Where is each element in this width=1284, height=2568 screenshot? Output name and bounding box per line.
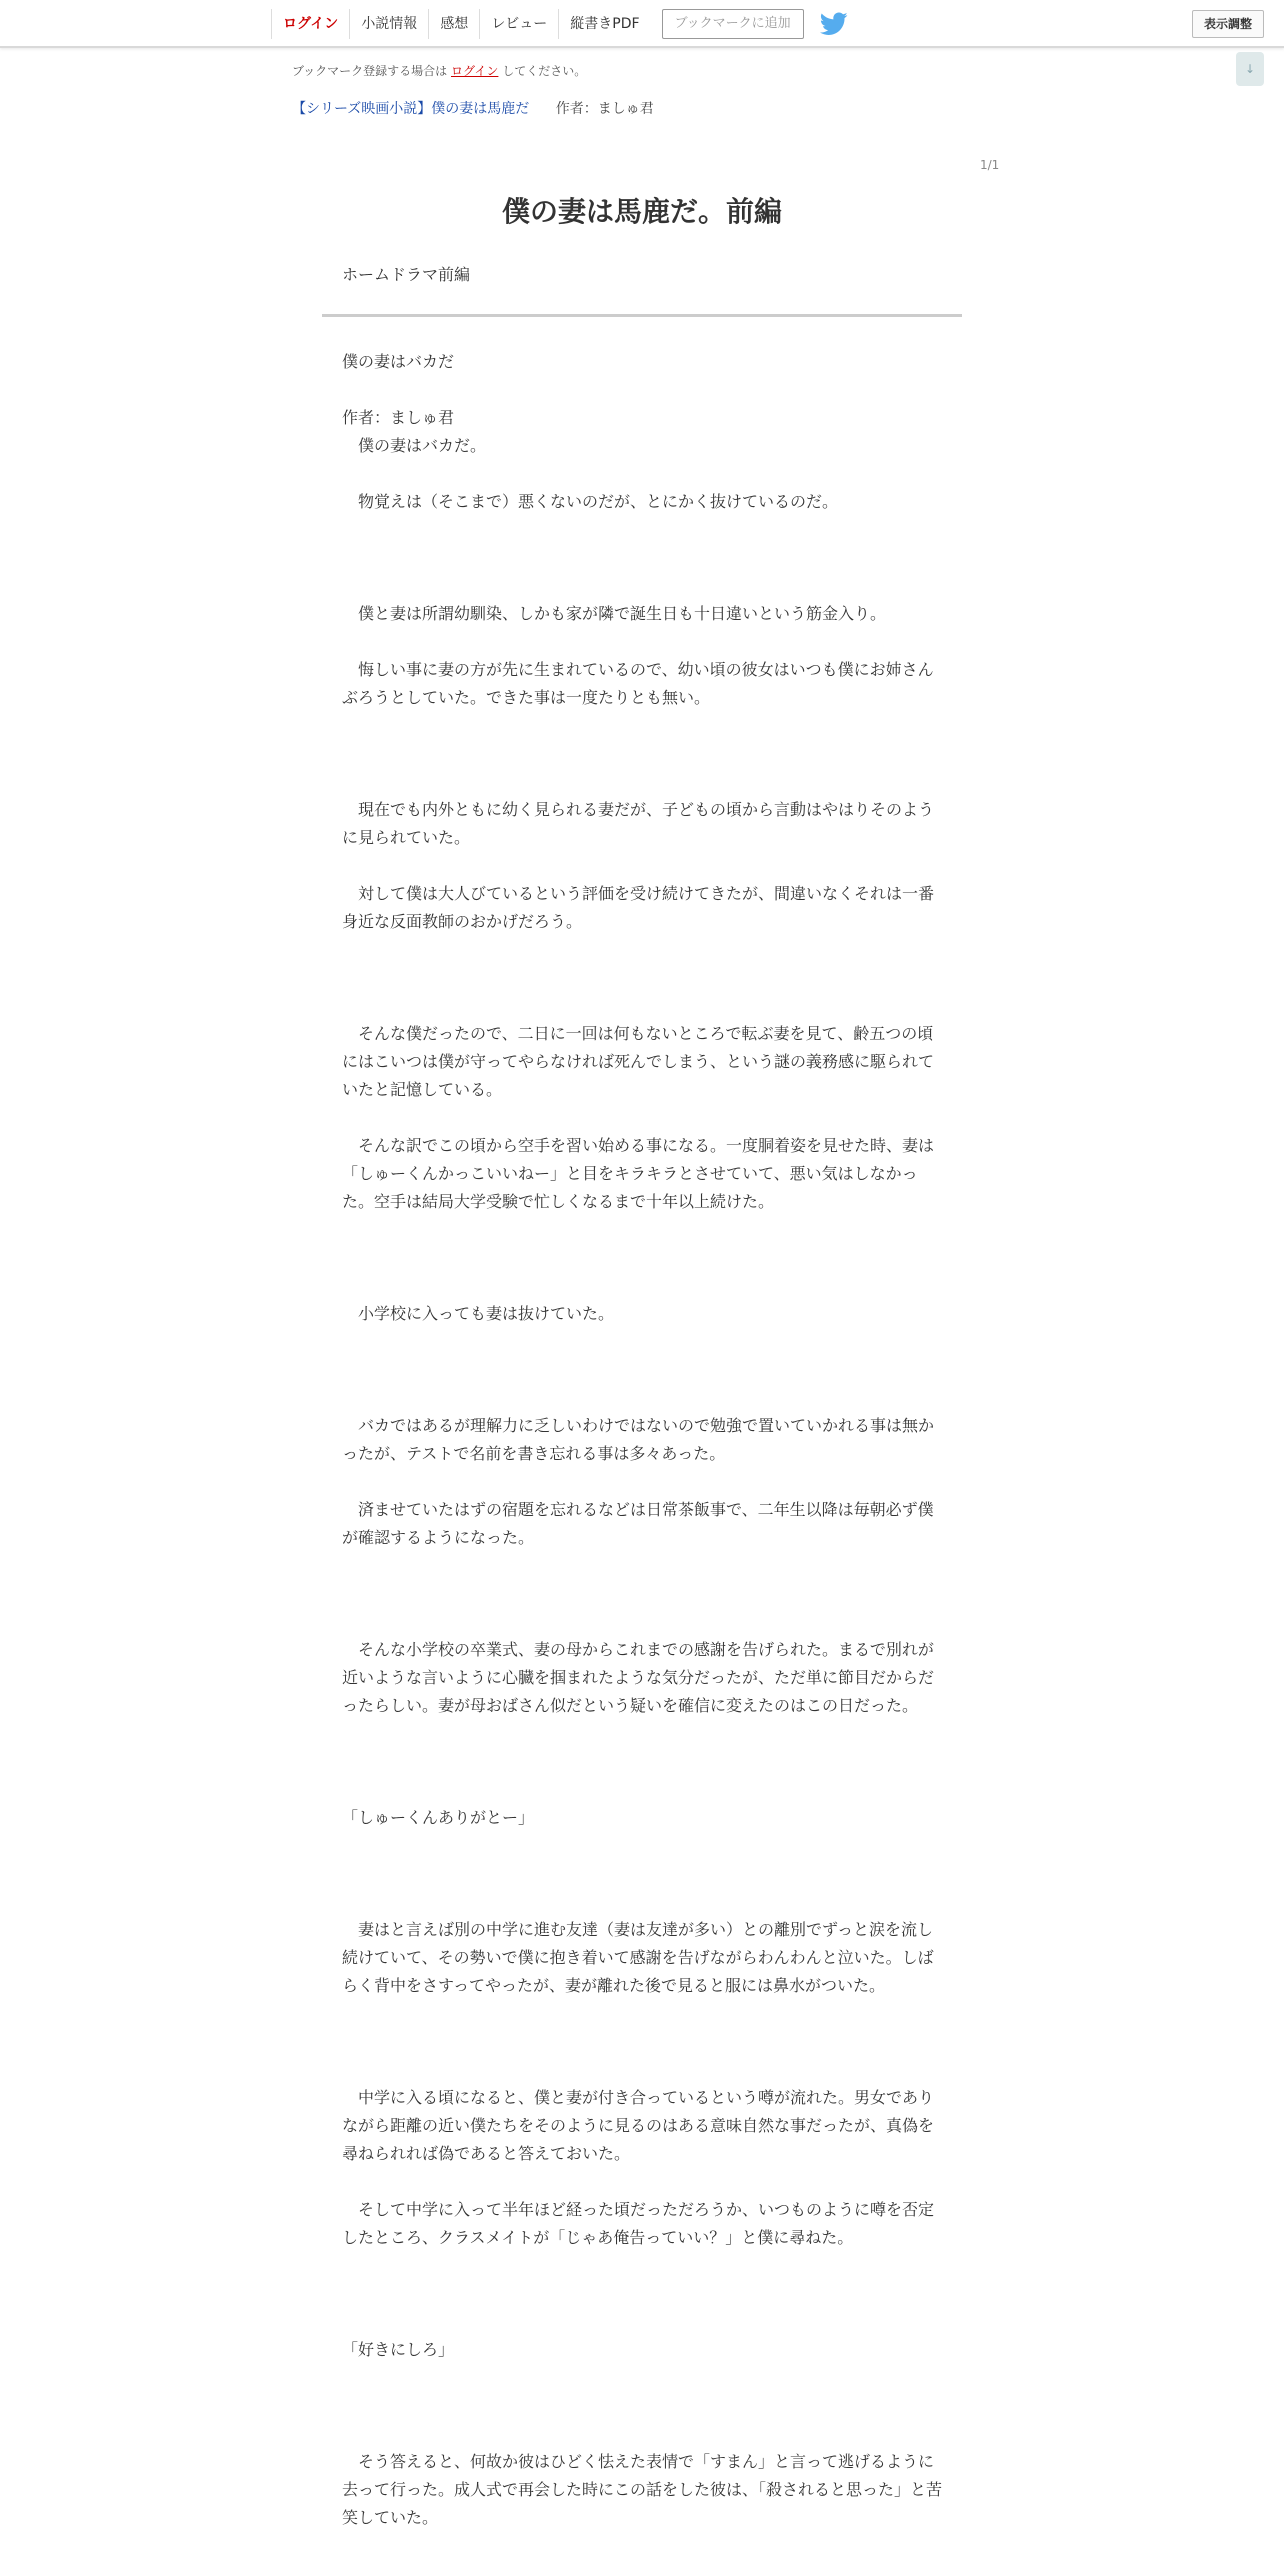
body-paragraph: そんな訳でこの頃から空手を習い始める事になる。一度胴着姿を見せた時、妻は「しゅーくんかっこいいねー」と目をキラキラとさせていて、悪い気はしなかった。空手は結局大学受験で忙しくなるまで十年以上続けた。 <box>342 1136 935 1211</box>
body-paragraph: そんな小学校の卒業式、妻の母からこれまでの感謝を告げられた。まるで別れが近いような言いように心臓を掴まれたような気分だったが、ただ単に節目だからだったらしい。妻が母おばさん似だという疑いを確信に変えたのはこの日だった。 <box>342 1640 935 1715</box>
body-paragraph: そして中学に入って半年ほど経った頃だっただろうか、いつものように噂を否定したところ、クラスメイトが「じゃあ俺告っていい？」と僕に尋ねた。 <box>342 2200 935 2247</box>
series-info <box>292 98 654 118</box>
add-bookmark-button[interactable]: ブックマークに追加 <box>662 9 804 39</box>
novel-subtitle: ホームドラマ前編 <box>342 265 471 284</box>
body-paragraph: そんな僕だったので、二日に一回は何もないところで転ぶ妻を見て、齢五つの頃にはこいつは僕が守ってやらなければ死んでしまう、という謎の義務感に駆られていたと記憶している。 <box>342 1024 935 1099</box>
body-paragraph: 中学に入る頃になると、僕と妻が付き合っているという噂が流れた。男女でありながら距離の近い僕たちをそのように見るのはある意味自然な事だったが、真偽を尋ねられれば偽であると答えておいた。 <box>342 2088 935 2163</box>
bookmark-login-link[interactable]: ログイン <box>451 64 499 78</box>
body-paragraph: 僕の妻はバカだ。 <box>342 436 487 455</box>
body-paragraph: 済ませていたはずの宿題を忘れるなどは日常茶飯事で、二年生以降は毎朝必ず僕が確認するようになった。 <box>342 1500 934 1547</box>
nav-review[interactable]: レビュー <box>479 9 558 39</box>
body-paragraph: 妻はと言えば別の中学に進む友達（妻は友達が多い）との離別でずっと涙を流し続けていて、その勢いで僕に抱き着いて感謝を告げながらわんわんと泣いた。しばらく背中をさすってやったが、妻が離れた後で見ると服には鼻水がついた。 <box>342 1920 934 1995</box>
author-label: 作者：ましゅ君 <box>555 101 654 117</box>
nav-vertical-pdf[interactable]: 縦書きPDF <box>558 9 650 39</box>
body-paragraph: 僕の妻はバカだ <box>342 352 455 371</box>
body-paragraph: 作者：ましゅ君 <box>342 408 455 427</box>
body-paragraph: バカではあるが理解力に乏しいわけではないので勉強で置いていかれる事は無かったが、テストで名前を書き忘れる事は多々あった。 <box>342 1416 935 1463</box>
body-paragraph: 「好きにしろ」 <box>342 2340 455 2359</box>
body-paragraph: 小学校に入っても妻は抜けていた。 <box>342 1304 615 1323</box>
series-link[interactable]: 【シリーズ映画小説】僕の妻は馬鹿だ <box>292 101 530 117</box>
body-paragraph: そう答えると、何故か彼はひどく怯えた表情で「すまん」と言って逃げるように去って行った。成人式で再会した時にこの話をした彼は、「殺されると思った」と苦笑していた。 <box>342 2452 943 2527</box>
bookmark-note-suffix: してください。 <box>502 64 587 78</box>
twitter-icon[interactable] <box>820 12 848 36</box>
bookmark-note-prefix: ブックマーク登録する場合は <box>292 64 448 78</box>
body-paragraph: 「しゅーくんありがとー」 <box>342 1808 535 1827</box>
display-settings-button[interactable]: 表示調整 <box>1192 10 1264 38</box>
nav-impressions[interactable]: 感想 <box>428 9 479 39</box>
nav-menu <box>271 9 848 39</box>
body-paragraph: 僕と妻は所謂幼馴染、しかも家が隣で誕生日も十日違いという筋金入り。 <box>342 604 887 623</box>
title-divider <box>322 314 962 317</box>
body-paragraph: 物覚えは（そこまで）悪くないのだが、とにかく抜けているのだ。 <box>342 492 839 511</box>
body-paragraph: 現在でも内外ともに幼く見られる妻だが、子どもの頃から言動はやはりそのように見られていた。 <box>342 800 935 847</box>
scroll-down-tab[interactable]: ↓ <box>1236 52 1264 86</box>
bookmark-login-note <box>292 62 586 79</box>
novel-title: 僕の妻は馬鹿だ。前編 <box>501 195 782 228</box>
body-paragraph: 悔しい事に妻の方が先に生まれているので、幼い頃の彼女はいつも僕にお姉さんぶろうとしていた。できた事は一度たりとも無い。 <box>342 660 934 707</box>
page-indicator: 1/1 <box>980 158 1000 172</box>
body-paragraph: 対して僕は大人びているという評価を受け続けてきたが、間違いなくそれは一番身近な反面教師のおかげだろう。 <box>342 884 935 931</box>
top-navigation-bar <box>0 0 1284 48</box>
nav-novel-info[interactable]: 小説情報 <box>349 9 428 39</box>
nav-login[interactable]: ログイン <box>271 9 349 39</box>
